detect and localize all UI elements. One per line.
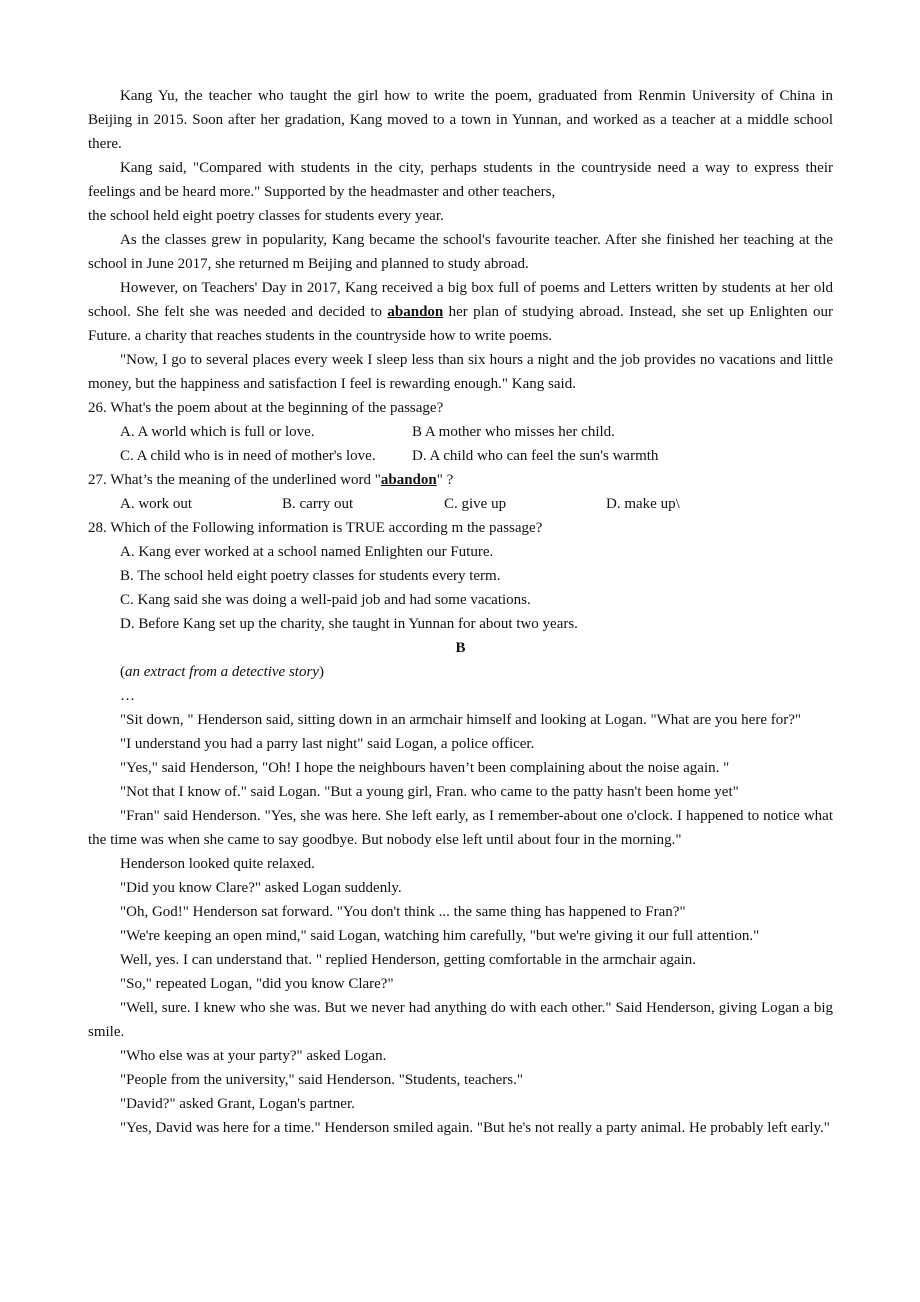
- question-27-option-d: D. make up\: [606, 496, 680, 512]
- story-paragraph: "We're keeping an open mind," said Logan, watching him carefully, "but we're giving it our full attention.": [120, 928, 760, 944]
- subtitle-open-paren: (: [120, 664, 125, 680]
- passage-a-paragraph-4: [88, 276, 833, 348]
- subtitle-text: an extract from a detective story: [125, 664, 319, 680]
- question-26-option-d: D. A child who can feel the sun's warmth: [412, 448, 659, 464]
- story-paragraph: "Did you know Clare?" asked Logan suddenly.: [120, 880, 402, 896]
- story-paragraph: "So," repeated Logan, "did you know Clare?": [120, 976, 394, 992]
- passage-a-paragraph-5: "Now, I go to several places every week I sleep less than six hours a night and the job provides no vacations and little money, but the happiness and satisfaction I feel is rewarding enough." Kang said.: [88, 352, 833, 392]
- section-b-subtitle: [88, 660, 833, 684]
- question-27-options-row: [88, 492, 833, 516]
- paragraph-4-text-after: her plan of studying abroad. Instead, she set up Enlighten our Future. a charity that reaches students in the countryside how to write poems.: [88, 304, 833, 344]
- story-paragraph: "People from the university," said Henderson. "Students, teachers.": [120, 1072, 524, 1088]
- question-26-option-c: C. A child who is in need of mother's love.: [120, 448, 376, 464]
- story-paragraph: "Sit down, " Henderson said, sitting down in an armchair himself and looking at Logan. "What are you here for?": [120, 712, 801, 728]
- story-paragraph: "I understand you had a parry last night" said Logan, a police officer.: [120, 736, 535, 752]
- story-paragraph: "David?" asked Grant, Logan's partner.: [120, 1096, 355, 1112]
- story-paragraph: "Yes," said Henderson, "Oh! I hope the neighbours haven’t been complaining about the noise again. ": [120, 760, 730, 776]
- question-27-stem-before: 27. What’s the meaning of the underlined word ": [88, 472, 381, 488]
- story-paragraph: Henderson looked quite relaxed.: [120, 856, 315, 872]
- question-28-option-d: D. Before Kang set up the charity, she taught in Yunnan for about two years.: [120, 616, 578, 632]
- question-28-option-b: B. The school held eight poetry classes for students every term.: [120, 568, 501, 584]
- story-paragraph: "Fran" said Henderson. "Yes, she was here. She left early, as I remember-about one o'clock. I happened to notice what the time was when she came to say goodbye. But nobody else left until about four in the morning.": [88, 808, 833, 848]
- question-26-option-a: A. A world which is full or love.: [120, 424, 315, 440]
- question-27-option-a: A. work out: [120, 496, 193, 512]
- question-27-stem: [88, 468, 833, 492]
- document-page: [88, 84, 833, 1140]
- story-paragraph: Well, yes. I can understand that. " replied Henderson, getting comfortable in the armchair again.: [120, 952, 696, 968]
- question-26-stem: 26. What's the poem about at the beginning of the passage?: [88, 400, 444, 416]
- question-28-option-a: A. Kang ever worked at a school named Enlighten our Future.: [120, 544, 494, 560]
- section-b-ellipsis: …: [120, 688, 135, 704]
- question-27-stem-after: " ?: [436, 472, 454, 488]
- question-26-option-b: B A mother who misses her child.: [412, 424, 615, 440]
- story-paragraph: "Well, sure. I knew who she was. But we never had anything do with each other." Said Henderson, giving Logan a big smile.: [88, 1000, 833, 1040]
- question-26-options-row-2: [88, 444, 833, 468]
- question-28-option-c: C. Kang said she was doing a well-paid job and had some vacations.: [120, 592, 531, 608]
- underlined-word-abandon: abandon: [387, 304, 444, 320]
- question-27-option-c: C. give up: [444, 496, 507, 512]
- story-paragraph: "Not that I know of." said Logan. "But a young girl, Fran. who came to the patty hasn't been home yet": [120, 784, 739, 800]
- passage-a-paragraph-1: Kang Yu, the teacher who taught the girl how to write the poem, graduated from Renmin University of China in Beijing in 2015. Soon after her gradation, Kang moved to a town in Yunnan, and worked as a teacher at a middle school there.: [88, 88, 833, 152]
- passage-a-paragraph-3: As the classes grew in popularity, Kang became the school's favourite teacher. After she finished her teaching at the school in June 2017, she returned m Beijing and planned to study abroad.: [88, 232, 833, 272]
- story-paragraph: "Yes, David was here for a time." Henderson smiled again. "But he's not really a party animal. He probably left early.": [120, 1120, 830, 1136]
- passage-a-paragraph-2-continued: the school held eight poetry classes for students every year.: [88, 208, 444, 224]
- passage-a-paragraph-2: Kang said, "Compared with students in the city, perhaps students in the countryside need a way to express their feelings and be heard more." Supported by the headmaster and other teachers,: [88, 160, 833, 200]
- question-26-options-row-1: [88, 420, 833, 444]
- question-27-underlined-word: abandon: [380, 472, 437, 488]
- subtitle-close-paren: ): [318, 664, 324, 680]
- paragraph-4-text-before: However, on Teachers' Day in 2017, Kang received a big box full of poems and Letters written by students at her old school. She felt she was needed and decided to: [88, 280, 833, 320]
- question-27-option-b: B. carry out: [282, 496, 354, 512]
- story-paragraph: "Oh, God!" Henderson sat forward. "You don't think ... the same thing has happened to Fran?": [120, 904, 686, 920]
- story-paragraph: "Who else was at your party?" asked Logan.: [120, 1048, 387, 1064]
- section-b-heading: B: [455, 640, 466, 656]
- question-28-stem: 28. Which of the Following information is TRUE according m the passage?: [88, 520, 543, 536]
